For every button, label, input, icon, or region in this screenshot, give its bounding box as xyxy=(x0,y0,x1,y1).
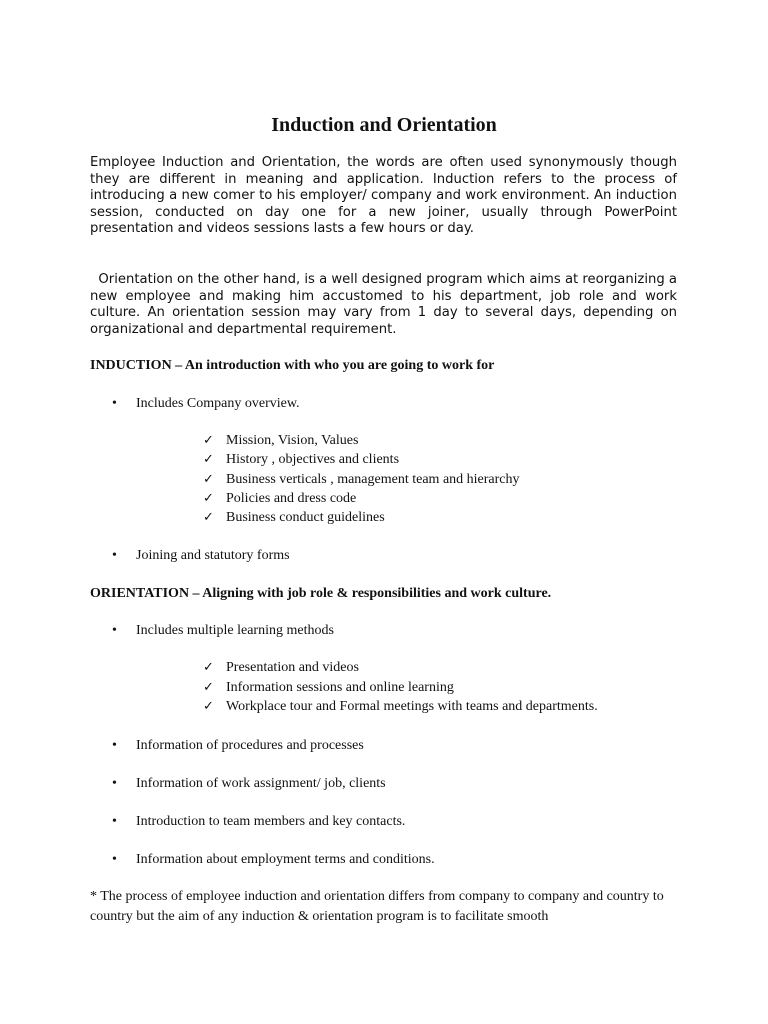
bullet-icon: • xyxy=(112,396,117,411)
checkmark-icon: ✓ xyxy=(203,491,214,506)
checkmark-icon: ✓ xyxy=(203,452,214,467)
bullet-icon: • xyxy=(112,738,117,753)
checklist-item-text: Policies and dress code xyxy=(226,491,357,506)
checkmark-icon: ✓ xyxy=(203,699,214,714)
footnote: * The process of employee induction and orientation differs from company to company and country to country but the aim of any induction & orientation program is to facilitate smooth xyxy=(90,889,664,924)
checklist-item-text: Presentation and videos xyxy=(226,660,359,675)
intro-paragraph: Employee Induction and Orientation, the words are often used synonymously though they are different in meaning and application. Induction refers to the process of introducing a new comer to his employer/ company and work environment. An induction session, conducted on day one for a new joiner, usually through PowerPoint presentation and videos sessions lasts a few hours or day. xyxy=(90,155,677,237)
checkmark-icon: ✓ xyxy=(203,472,214,487)
list-item-text: Information of procedures and processes xyxy=(136,738,364,753)
bullet-icon: • xyxy=(112,548,117,563)
checkmark-icon: ✓ xyxy=(203,660,214,675)
checkmark-icon: ✓ xyxy=(203,433,214,448)
checklist-item-text: Mission, Vision, Values xyxy=(226,433,359,448)
checkmark-icon: ✓ xyxy=(203,510,214,525)
bullet-icon: • xyxy=(112,623,117,638)
orientation-paragraph: Orientation on the other hand, is a well designed program which aims at reorganizing a new employee and making him accustomed to his department, job role and work culture. An orientation session may vary from 1 day to several days, depending on organizational and departmental requirement. xyxy=(90,272,682,337)
checklist-item-text: Business conduct guidelines xyxy=(226,510,385,525)
checklist-item-text: Information sessions and online learning xyxy=(226,680,454,695)
checklist-item-text: History , objectives and clients xyxy=(226,452,400,467)
list-item-text: Introduction to team members and key contacts. xyxy=(136,814,406,829)
list-item-text: Includes multiple learning methods xyxy=(136,623,334,638)
bullet-icon: • xyxy=(112,852,117,867)
bullet-icon: • xyxy=(112,814,117,829)
induction-heading: INDUCTION – An introduction with who you are going to work for xyxy=(90,358,495,373)
list-item-text: Joining and statutory forms xyxy=(136,548,290,563)
list-item-text: Information about employment terms and conditions. xyxy=(136,852,435,867)
checkmark-icon: ✓ xyxy=(203,680,214,695)
page-title: Induction and Orientation xyxy=(271,114,497,136)
orientation-heading: ORIENTATION – Aligning with job role & responsibilities and work culture. xyxy=(90,586,552,601)
list-item-text: Information of work assignment/ job, clients xyxy=(136,776,386,791)
list-item-text: Includes Company overview. xyxy=(136,396,300,411)
checklist-item-text: Business verticals , management team and hierarchy xyxy=(226,472,520,487)
checklist-item-text: Workplace tour and Formal meetings with teams and departments. xyxy=(226,699,598,714)
bullet-icon: • xyxy=(112,776,117,791)
